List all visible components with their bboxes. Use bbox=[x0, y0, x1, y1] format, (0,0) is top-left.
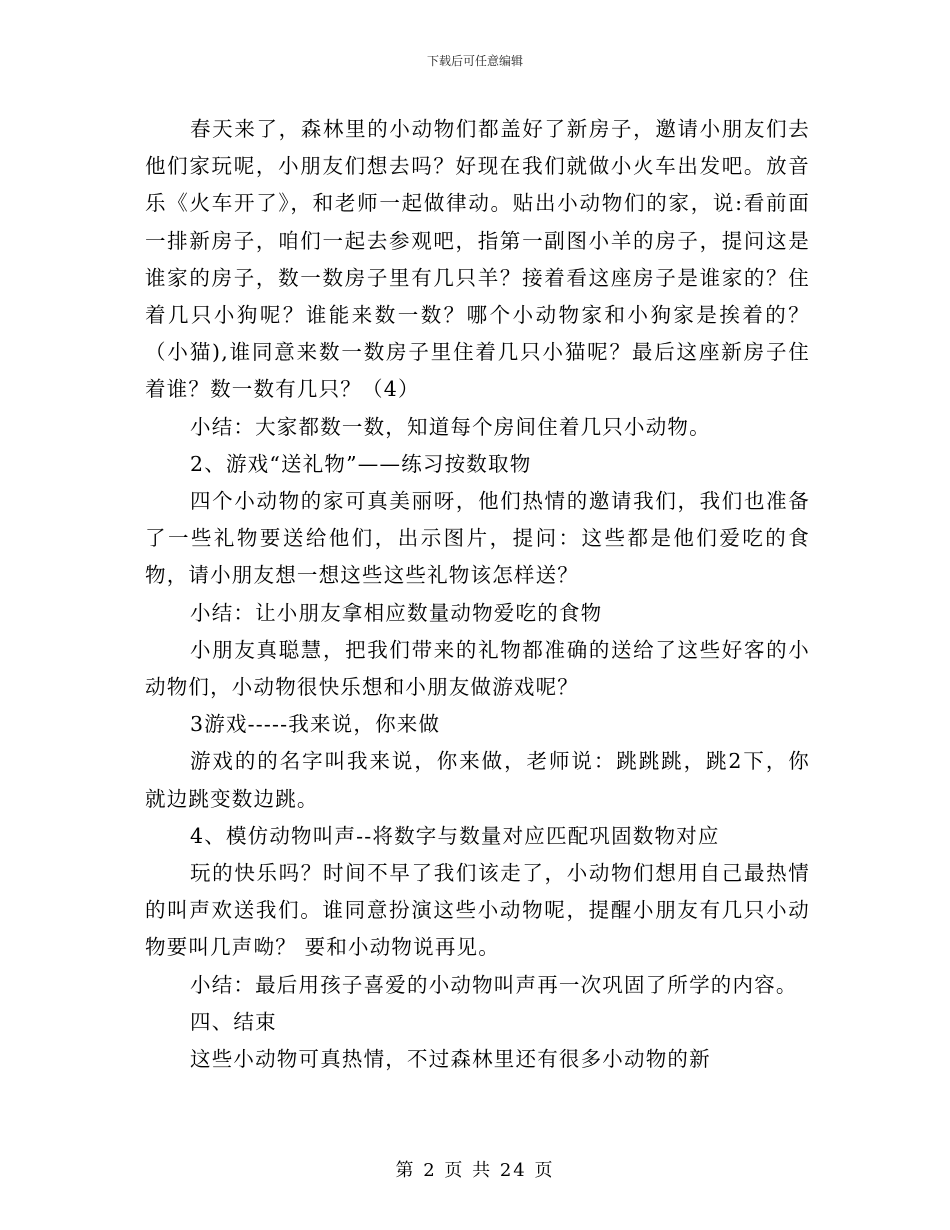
page-footer: 第 2 页 共 24 页 bbox=[395, 1160, 555, 1181]
document-body bbox=[145, 111, 810, 1078]
section-heading: 3游戏-----我来说，你来做 bbox=[190, 712, 441, 737]
paragraph: 四个小动物的家可真美丽呀，他们热情的邀请我们，我们也准备了一些礼物要送给他们，出示图片，提问：这些都是他们爱吃的食物，请小朋友想一想这些这些礼物该怎样送？ bbox=[145, 489, 810, 588]
section-heading: 4、模仿动物叫声--将数字与数量对应匹配巩固数物对应 bbox=[190, 823, 720, 848]
summary-paragraph: 小结：大家都数一数，知道每个房间住着几只小动物。 bbox=[190, 414, 711, 439]
page-header: 下载后可任意编辑 bbox=[426, 54, 523, 68]
section-heading: 四、结束 bbox=[190, 1009, 277, 1034]
paragraph: 这些小动物可真热情，不过森林里还有很多小动物的新 bbox=[190, 1047, 711, 1072]
paragraph: 小朋友真聪慧，把我们带来的礼物都准确的送给了这些好客的小动物们，小动物很快乐想和小朋友做游戏呢？ bbox=[145, 637, 810, 700]
paragraph: 春天来了，森林里的小动物们都盖好了新房子，邀请小朋友们去他们家玩呢，小朋友们想去吗？好现在我们就做小火车出发吧。放音乐《火车开了》，和老师一起做律动。贴出小动物们的家，说:看前面一排新房子，咱们一起去参观吧，指第一副图小羊的房子，提问这是谁家的房子，数一数房子里有几只羊？接着看这座房子是谁家的？住着几只小狗呢？谁能来数一数？哪个小动物家和小狗家是挨着的？（小猫),谁同意来数一数房子里住着几只小猫呢？最后这座新房子住着谁？数一数有几只？（4） bbox=[145, 117, 810, 402]
summary-paragraph: 小结：让小朋友拿相应数量动物爱吃的食物 bbox=[190, 600, 603, 625]
paragraph: 游戏的的名字叫我来说，你来做，老师说：跳跳跳，跳2下，你就边跳变数边跳。 bbox=[145, 749, 810, 811]
paragraph: 玩的快乐吗？时间不早了我们该走了，小动物们想用自己最热情的叫声欢送我们。谁同意扮演这些小动物呢，提醒小朋友有几只小动物要叫几声呦？ 要和小动物说再见。 bbox=[145, 861, 810, 960]
section-heading: 2、游戏“送礼物”——练习按数取物 bbox=[190, 451, 532, 476]
summary-paragraph: 小结：最后用孩子喜爱的小动物叫声再一次巩固了所学的内容。 bbox=[190, 972, 798, 997]
